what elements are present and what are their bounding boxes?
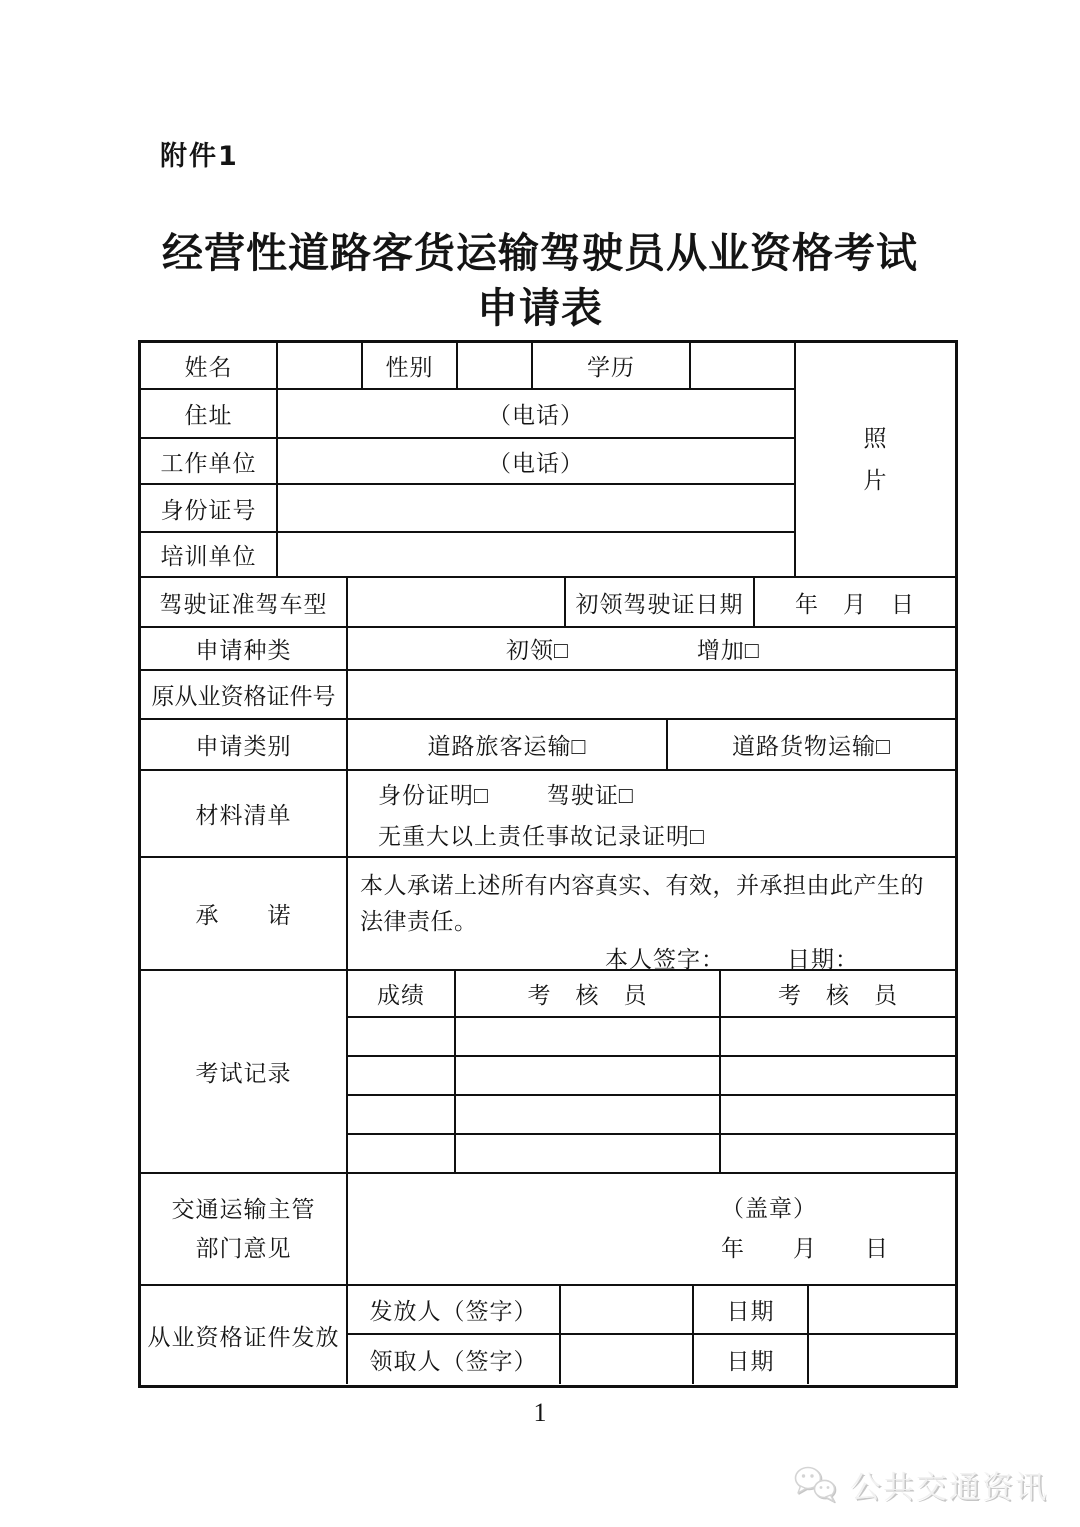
row-application-category: [141, 720, 955, 771]
row-materials: [141, 771, 955, 858]
issuance-grid: [348, 1286, 955, 1384]
promise-date-label: 日期：: [787, 946, 859, 972]
material-no-accident-checkbox: 无重大以上责任事故记录证明□: [378, 823, 705, 849]
wechat-icon: [792, 1465, 840, 1505]
issuer-date-label-cell: 日期: [694, 1286, 809, 1335]
materials-label-cell: 材料清单: [141, 771, 348, 858]
authority-label-line1: 交通运输主管: [171, 1196, 316, 1222]
exam-examiner2-cell: [721, 1018, 955, 1057]
score-header-cell: 成绩: [348, 971, 456, 1018]
exam-record-label-cell: 考试记录: [141, 971, 348, 1174]
work-unit-value-cell: （电话）: [278, 439, 796, 485]
exam-score-cell: [348, 1018, 456, 1057]
name-label-cell: 姓名: [141, 343, 278, 390]
receiver-date-value-cell: [809, 1335, 955, 1384]
first-license-date-value-cell: 年 月 日: [755, 578, 955, 628]
education-label-cell: 学历: [533, 343, 691, 390]
category-passenger-checkbox-cell: 道路旅客运输□: [348, 720, 668, 771]
form-title-line1: 经营性道路客货运输驾驶员从业资格考试: [162, 229, 918, 277]
gender-label-cell: 性别: [363, 343, 458, 390]
name-value-cell: [278, 343, 363, 390]
form-title-line2: 申请表: [477, 283, 603, 332]
authority-label-line2: 部门意见: [195, 1236, 292, 1261]
row-work-unit: [141, 439, 796, 485]
application-category-label-cell: 申请类别: [141, 720, 348, 771]
receiver-sign-cell: [561, 1335, 694, 1384]
row-application-kind: [141, 628, 955, 671]
original-cert-value-cell: [348, 671, 955, 720]
examiner-header-cell-1: 考 核 员: [456, 971, 721, 1018]
promise-text: 本人承诺上述所有内容真实、有效，并承担由此产生的法律责任。: [360, 873, 924, 935]
exam-row-4: [348, 1135, 955, 1174]
exam-examiner2-cell: [721, 1096, 955, 1135]
exam-record-grid: [348, 971, 955, 1174]
work-unit-label-cell: 工作单位: [141, 439, 278, 485]
row-original-cert: [141, 671, 955, 720]
materials-list-cell: [348, 771, 955, 858]
form-title: [0, 226, 1080, 336]
row-training-unit: [141, 533, 796, 578]
row-name-gender-education: [141, 343, 796, 390]
watermark-text: 公共交通资讯: [850, 1470, 1048, 1506]
exam-examiner1-cell: [456, 1096, 721, 1135]
kind-add-checkbox: 增加□: [696, 638, 760, 663]
seal-date-placeholder: 年 月 日: [721, 1236, 889, 1261]
receiver-label-cell: 领取人（签字）: [348, 1335, 561, 1384]
id-number-value-cell: [278, 485, 796, 533]
exam-row-2: [348, 1057, 955, 1096]
photo-label-char1: 照: [863, 426, 888, 452]
exam-examiner1-cell: [456, 1135, 721, 1174]
promise-label-cell: 承 诺: [141, 858, 348, 971]
first-license-date-label-cell: 初领驾驶证日期: [566, 578, 755, 628]
license-type-label-cell: 驾驶证准驾车型: [141, 578, 348, 628]
material-driver-license-checkbox: 驾驶证□: [546, 782, 634, 808]
kind-initial-checkbox: 初领□: [506, 638, 569, 663]
exam-header-row: [348, 971, 955, 1018]
original-cert-label-cell: 原从业资格证件号: [141, 671, 348, 720]
material-id-proof-checkbox: 身份证明□: [378, 782, 489, 808]
promise-sign-label: 本人签字：: [605, 946, 725, 972]
page-number: 1: [533, 1398, 547, 1427]
gender-value-cell: [458, 343, 533, 390]
category-freight-checkbox-cell: 道路货物运输□: [668, 720, 955, 771]
id-number-label-cell: 身份证号: [141, 485, 278, 533]
training-unit-value-cell: [278, 533, 796, 578]
exam-row-1: [348, 1018, 955, 1057]
issuer-label-cell: 发放人（签字）: [348, 1286, 561, 1335]
license-type-value-cell: [348, 578, 566, 628]
row-id-number: [141, 485, 796, 533]
photo-label-char2: 片: [863, 467, 888, 493]
training-unit-label-cell: 培训单位: [141, 533, 278, 578]
receiver-date-label-cell: 日期: [694, 1335, 809, 1384]
row-authority-opinion: [141, 1174, 955, 1286]
row-license-type: [141, 578, 955, 628]
examiner-header-cell-2: 考 核 员: [721, 971, 955, 1018]
exam-row-3: [348, 1096, 955, 1135]
issuance-row-issuer: [348, 1286, 955, 1335]
materials-line1: [378, 777, 634, 810]
seal-block: [721, 1189, 889, 1270]
row-promise: [141, 858, 955, 971]
exam-examiner1-cell: [456, 1057, 721, 1096]
issuance-row-receiver: [348, 1335, 955, 1384]
photo-cell: [796, 343, 955, 578]
exam-examiner1-cell: [456, 1018, 721, 1057]
section-issuance: [141, 1286, 955, 1384]
attachment-label: 附件1: [160, 141, 239, 172]
section-exam-record: [141, 971, 955, 1174]
exam-score-cell: [348, 1135, 456, 1174]
basic-left-grid: [141, 343, 796, 578]
section-basic: [141, 343, 955, 578]
application-kind-label-cell: 申请种类: [141, 628, 348, 671]
education-value-cell: [691, 343, 796, 390]
address-value-cell: （电话）: [278, 390, 796, 439]
application-kind-options-cell: [348, 628, 955, 671]
exam-score-cell: [348, 1057, 456, 1096]
promise-content-cell: [348, 858, 955, 971]
row-address: [141, 390, 796, 439]
channel-watermark: [792, 1462, 1048, 1507]
issuance-label-cell: 从业资格证件发放: [141, 1286, 348, 1384]
authority-label-cell: [141, 1174, 348, 1286]
exam-examiner2-cell: [721, 1135, 955, 1174]
exam-examiner2-cell: [721, 1057, 955, 1096]
issuer-sign-cell: [561, 1286, 694, 1335]
application-form-table: [138, 340, 958, 1388]
authority-content-cell: [348, 1174, 955, 1286]
address-label-cell: 住址: [141, 390, 278, 439]
seal-hint: （盖章）: [721, 1195, 817, 1221]
exam-score-cell: [348, 1096, 456, 1135]
issuer-date-value-cell: [809, 1286, 955, 1335]
